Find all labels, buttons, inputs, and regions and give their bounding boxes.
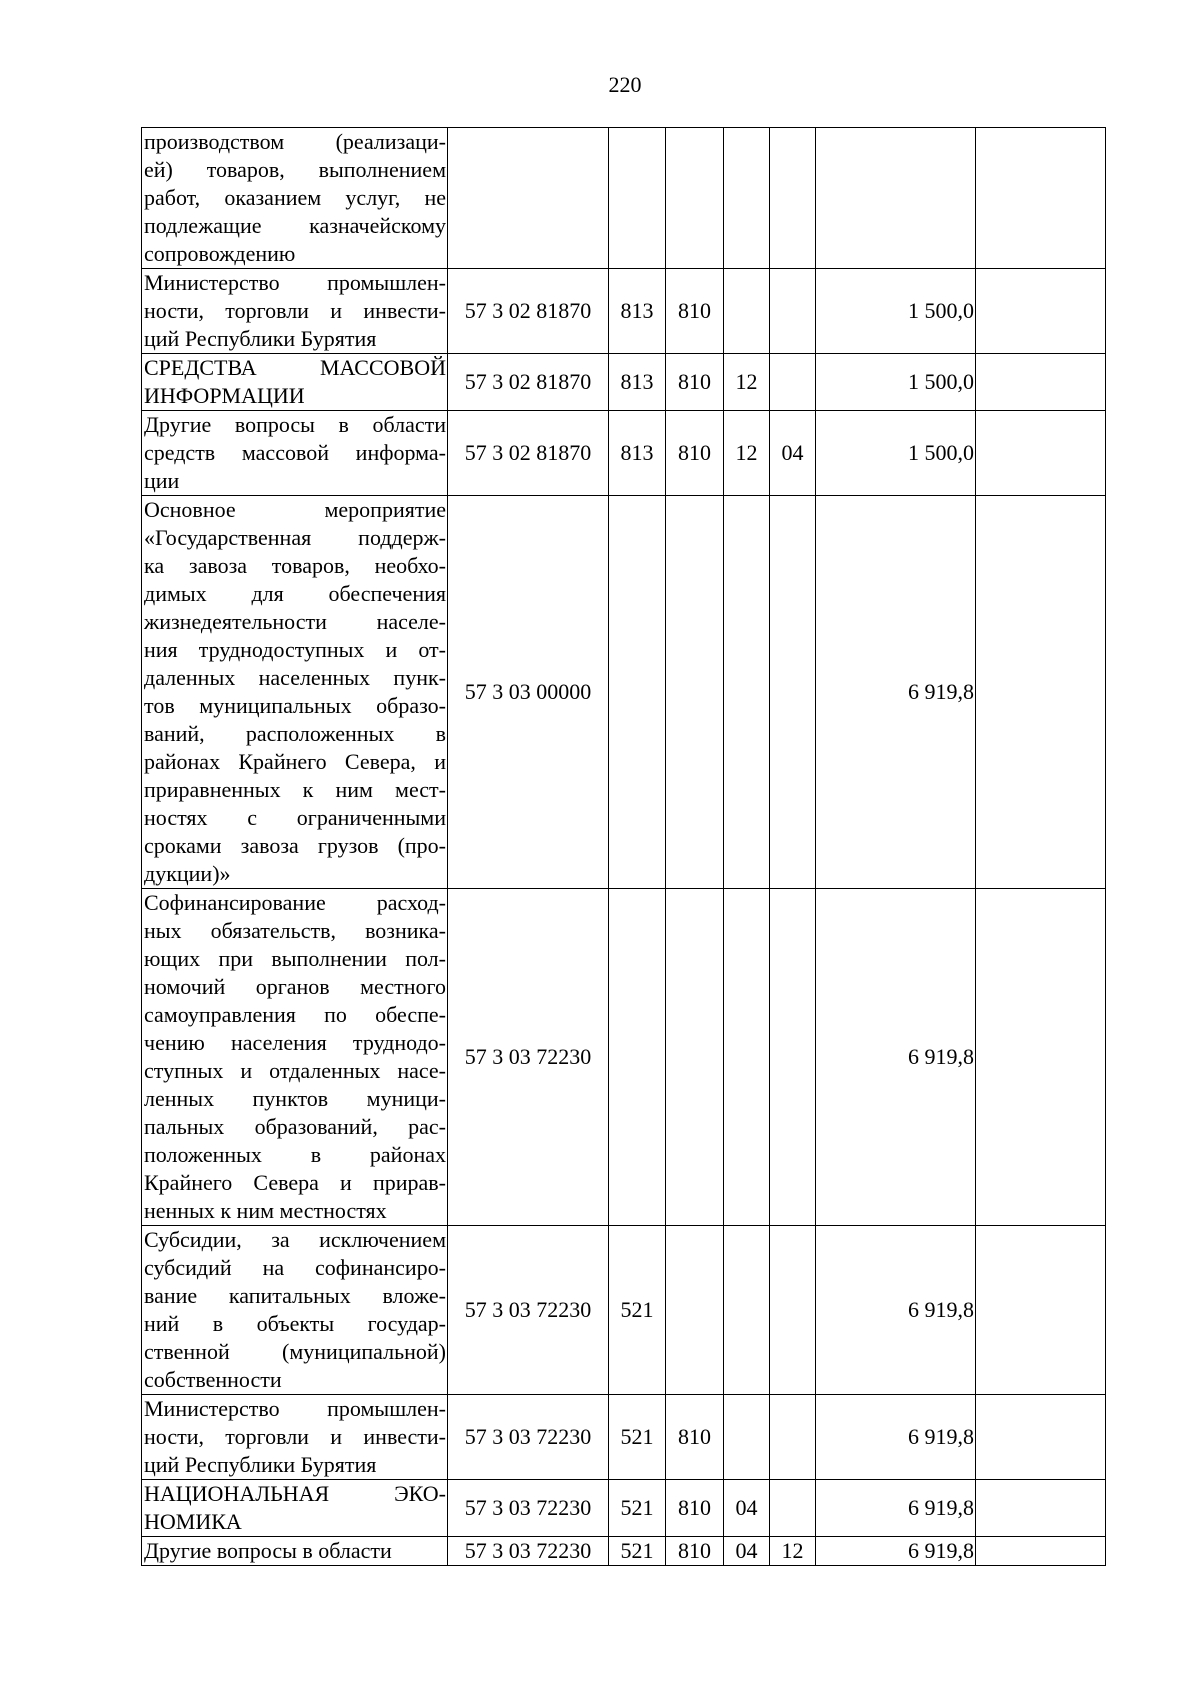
extra-cell — [976, 411, 1106, 496]
row-name-line: средств массовой информа- — [144, 440, 446, 465]
subsection-cell — [770, 128, 816, 269]
row-name-line: самоуправления по обеспе- — [144, 1002, 446, 1027]
row-name-line: ющих при выполнении пол- — [144, 946, 446, 971]
expense-type-cell: 810 — [666, 1480, 724, 1537]
subsection-cell: 04 — [770, 411, 816, 496]
subsection-cell — [770, 889, 816, 1226]
row-name-line: СРЕДСТВА МАССОВОЙ — [144, 355, 446, 380]
amount-cell: 6 919,8 — [816, 1480, 976, 1537]
row-name-cell — [142, 269, 448, 354]
target-article-cell: 57 3 03 72230 — [448, 1395, 609, 1480]
row-name-line: ственной (муниципальной) — [144, 1339, 446, 1364]
row-name-cell — [142, 1537, 448, 1566]
amount-cell: 1 500,0 — [816, 354, 976, 411]
department-code-cell: 521 — [609, 1480, 666, 1537]
row-name-line: подлежащие казначейскому — [144, 213, 446, 238]
amount-cell: 6 919,8 — [816, 1226, 976, 1395]
row-name-line: производством (реализаци- — [144, 129, 446, 154]
row-name-line: ленных пунктов муници- — [144, 1086, 446, 1111]
row-name-line: димых для обеспечения — [144, 581, 446, 606]
table-row — [142, 1537, 1106, 1566]
section-cell: 04 — [724, 1480, 770, 1537]
row-name-line: НАЦИОНАЛЬНАЯ ЭКО- — [144, 1481, 446, 1506]
row-name-line: приравненных к ним мест- — [144, 777, 446, 802]
amount-cell: 6 919,8 — [816, 889, 976, 1226]
row-name-line: чению населения труднодо- — [144, 1030, 446, 1055]
row-name-line: сопровождению — [144, 241, 296, 266]
row-name-cell — [142, 1226, 448, 1395]
table-row — [142, 411, 1106, 496]
subsection-cell — [770, 1395, 816, 1480]
row-name-line: ваний, расположенных в — [144, 721, 446, 746]
department-code-cell — [609, 496, 666, 889]
row-name-cell — [142, 128, 448, 269]
subsection-cell — [770, 1226, 816, 1395]
row-name-line: ния труднодоступных и от- — [144, 637, 446, 662]
row-name-line: ностях с ограниченными — [144, 805, 446, 830]
extra-cell — [976, 1537, 1106, 1566]
extra-cell — [976, 1480, 1106, 1537]
row-name-line: ности, торговли и инвести- — [144, 1424, 446, 1449]
department-code-cell: 813 — [609, 354, 666, 411]
target-article-cell: 57 3 03 72230 — [448, 1480, 609, 1537]
department-code-cell: 521 — [609, 1395, 666, 1480]
row-name-cell — [142, 889, 448, 1226]
expense-type-cell — [666, 496, 724, 889]
department-code-cell: 813 — [609, 269, 666, 354]
row-name-line: Другие вопросы в области — [144, 412, 446, 437]
row-name-line: ных обязательств, возника- — [144, 918, 446, 943]
row-name-line: даленных населенных пунк- — [144, 665, 446, 690]
expense-type-cell: 810 — [666, 269, 724, 354]
row-name-line: собственности — [144, 1367, 282, 1392]
section-cell — [724, 1226, 770, 1395]
row-name-cell — [142, 354, 448, 411]
row-name-line: «Государственная поддерж- — [144, 525, 446, 550]
table-row — [142, 128, 1106, 269]
row-name-line: номочий органов местного — [144, 974, 446, 999]
row-name-line: ций Республики Бурятия — [144, 1452, 377, 1477]
subsection-cell — [770, 269, 816, 354]
row-name-line: положенных в районах — [144, 1142, 446, 1167]
row-name-line: ступных и отдаленных насе- — [144, 1058, 446, 1083]
row-name-line: работ, оказанием услуг, не — [144, 185, 446, 210]
amount-cell — [816, 128, 976, 269]
row-name-cell — [142, 496, 448, 889]
section-cell: 12 — [724, 354, 770, 411]
section-cell: 04 — [724, 1537, 770, 1566]
table-row — [142, 1226, 1106, 1395]
row-name-line: вание капитальных вложе- — [144, 1283, 446, 1308]
extra-cell — [976, 1395, 1106, 1480]
extra-cell — [976, 128, 1106, 269]
department-code-cell: 813 — [609, 411, 666, 496]
row-name-line: Субсидии, за исключением — [144, 1227, 446, 1252]
row-name-cell — [142, 411, 448, 496]
table-row — [142, 269, 1106, 354]
target-article-cell — [448, 128, 609, 269]
extra-cell — [976, 269, 1106, 354]
row-name-line: ции — [144, 468, 180, 493]
target-article-cell: 57 3 03 72230 — [448, 1226, 609, 1395]
section-cell — [724, 1395, 770, 1480]
extra-cell — [976, 496, 1106, 889]
extra-cell — [976, 354, 1106, 411]
expense-type-cell: 810 — [666, 411, 724, 496]
table-row — [142, 889, 1106, 1226]
row-name-line: ций Республики Бурятия — [144, 326, 377, 351]
target-article-cell: 57 3 02 81870 — [448, 269, 609, 354]
target-article-cell: 57 3 03 00000 — [448, 496, 609, 889]
row-name-line: районах Крайнего Севера, и — [144, 749, 446, 774]
target-article-cell: 57 3 03 72230 — [448, 1537, 609, 1566]
row-name-cell — [142, 1395, 448, 1480]
subsection-cell — [770, 1480, 816, 1537]
amount-cell: 6 919,8 — [816, 1395, 976, 1480]
row-name-line: Софинансирование расход- — [144, 890, 446, 915]
budget-table — [141, 127, 1106, 1566]
row-name-line: пальных образований, рас- — [144, 1114, 446, 1139]
expense-type-cell — [666, 128, 724, 269]
department-code-cell — [609, 128, 666, 269]
row-name-line: субсидий на софинансиро- — [144, 1255, 446, 1280]
amount-cell: 6 919,8 — [816, 1537, 976, 1566]
section-cell — [724, 128, 770, 269]
row-name-line: тов муниципальных образо- — [144, 693, 446, 718]
row-name-line: Крайнего Севера и прирав- — [144, 1170, 446, 1195]
row-name-line: дукции)» — [144, 861, 231, 886]
target-article-cell: 57 3 02 81870 — [448, 411, 609, 496]
row-name-line: Другие вопросы в области — [144, 1538, 392, 1563]
table-row — [142, 496, 1106, 889]
row-name-cell — [142, 1480, 448, 1537]
department-code-cell — [609, 889, 666, 1226]
expense-type-cell: 810 — [666, 1395, 724, 1480]
row-name-line: Министерство промышлен- — [144, 270, 446, 295]
subsection-cell — [770, 354, 816, 411]
subsection-cell — [770, 496, 816, 889]
subsection-cell: 12 — [770, 1537, 816, 1566]
row-name-line: Основное мероприятие — [144, 497, 446, 522]
expense-type-cell: 810 — [666, 354, 724, 411]
department-code-cell: 521 — [609, 1537, 666, 1566]
row-name-line: Министерство промышлен- — [144, 1396, 446, 1421]
page-number: 220 — [608, 72, 642, 97]
extra-cell — [976, 889, 1106, 1226]
section-cell — [724, 889, 770, 1226]
department-code-cell: 521 — [609, 1226, 666, 1395]
row-name-line: ей) товаров, выполнением — [144, 157, 446, 182]
expense-type-cell: 810 — [666, 1537, 724, 1566]
row-name-line: ний в объекты государ- — [144, 1311, 446, 1336]
row-name-line: ИНФОРМАЦИИ — [144, 383, 305, 408]
amount-cell: 1 500,0 — [816, 411, 976, 496]
table-row — [142, 1395, 1106, 1480]
section-cell — [724, 496, 770, 889]
expense-type-cell — [666, 1226, 724, 1395]
target-article-cell: 57 3 03 72230 — [448, 889, 609, 1226]
row-name-line: жизнедеятельности населе- — [144, 609, 446, 634]
table-row — [142, 1480, 1106, 1537]
section-cell: 12 — [724, 411, 770, 496]
table-body — [142, 128, 1106, 1566]
amount-cell: 6 919,8 — [816, 496, 976, 889]
row-name-line: ка завоза товаров, необхо- — [144, 553, 446, 578]
extra-cell — [976, 1226, 1106, 1395]
row-name-line: НОМИКА — [144, 1509, 242, 1534]
row-name-line: ненных к ним местностях — [144, 1198, 387, 1223]
row-name-line: сроками завоза грузов (про- — [144, 833, 446, 858]
target-article-cell: 57 3 02 81870 — [448, 354, 609, 411]
expense-type-cell — [666, 889, 724, 1226]
table-row — [142, 354, 1106, 411]
row-name-line: ности, торговли и инвести- — [144, 298, 446, 323]
amount-cell: 1 500,0 — [816, 269, 976, 354]
section-cell — [724, 269, 770, 354]
